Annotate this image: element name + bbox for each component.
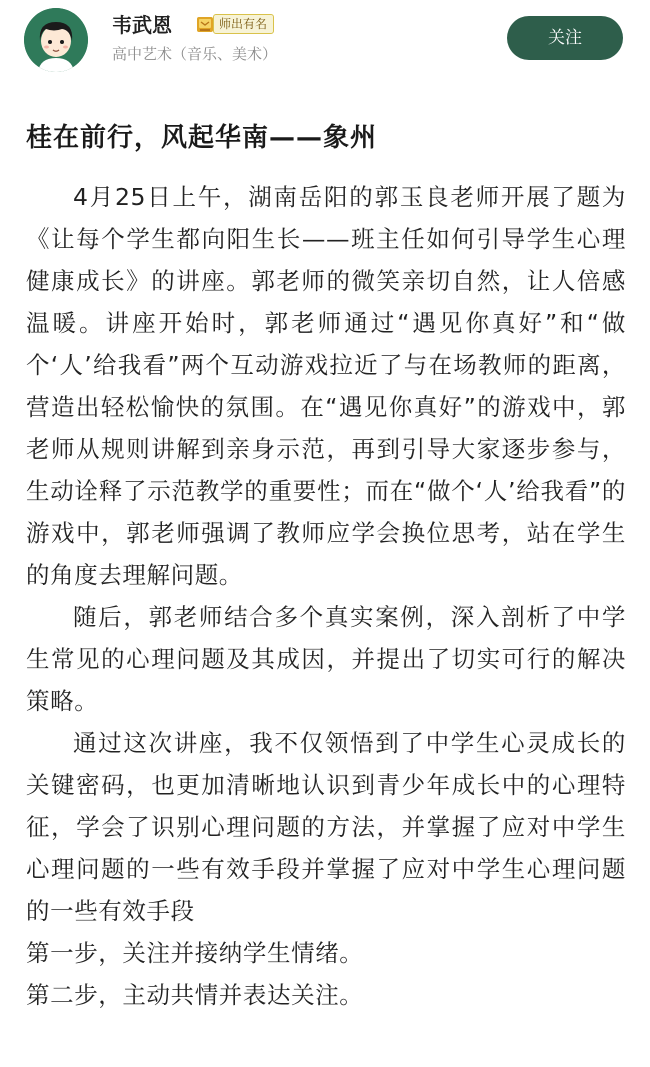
paragraph: 4月25日上午，湖南岳阳的郭玉良老师开展了题为《让每个学生都向阳生长——班主任如何引导学生心理健康成长》的讲座。郭老师的微笑亲切自然，让人倍感温暖。讲座开始时，郭老师通过“遇见你真好”和“做个‘人’给我看”两个互动游戏拉近了与在场教师的距离，营造出轻松愉快的氛围。在“遇见你真好”的游戏中，郭老师从规则讲解到亲身示范，再到引导大家逐步参与，生动诠释了示范教学的重要性；而在“做个‘人’给我看”的游戏中，郭老师强调了教师应学会换位思考，站在学生的角度去理解问题。 [26,183,626,589]
author-header [0,0,650,92]
author-name[interactable]: 韦武恩 [112,13,172,37]
cartoon-face-icon [24,8,88,72]
article-body [26,176,626,1016]
paragraph: 随后，郭老师结合多个真实案例，深入剖析了中学生常见的心理问题及其成因，并提出了切实可行的解决策略。 [26,603,626,715]
paragraph: 第二步，主动共情并表达关注。 [26,981,364,1009]
author-avatar[interactable] [24,8,88,72]
article-title: 桂在前行，风起华南——象州 [26,123,378,153]
follow-button[interactable]: 关注 [507,16,623,60]
paragraph: 通过这次讲座，我不仅领悟到了中学生心灵成长的关键密码，也更加清晰地认识到青少年成长中的心理特征，学会了识别心理问题的方法，并掌握了应对中学生心理问题的一些有效手段并掌握了应对中学生心理问题的一些有效手段 [26,729,626,925]
badge-label: 师出有名 [213,14,274,34]
paragraph: 第一步，关注并接纳学生情绪。 [26,939,364,967]
author-subtitle: 高中艺术（音乐、美术） [112,45,278,63]
author-badge [194,13,274,35]
book-badge-icon [194,13,216,35]
